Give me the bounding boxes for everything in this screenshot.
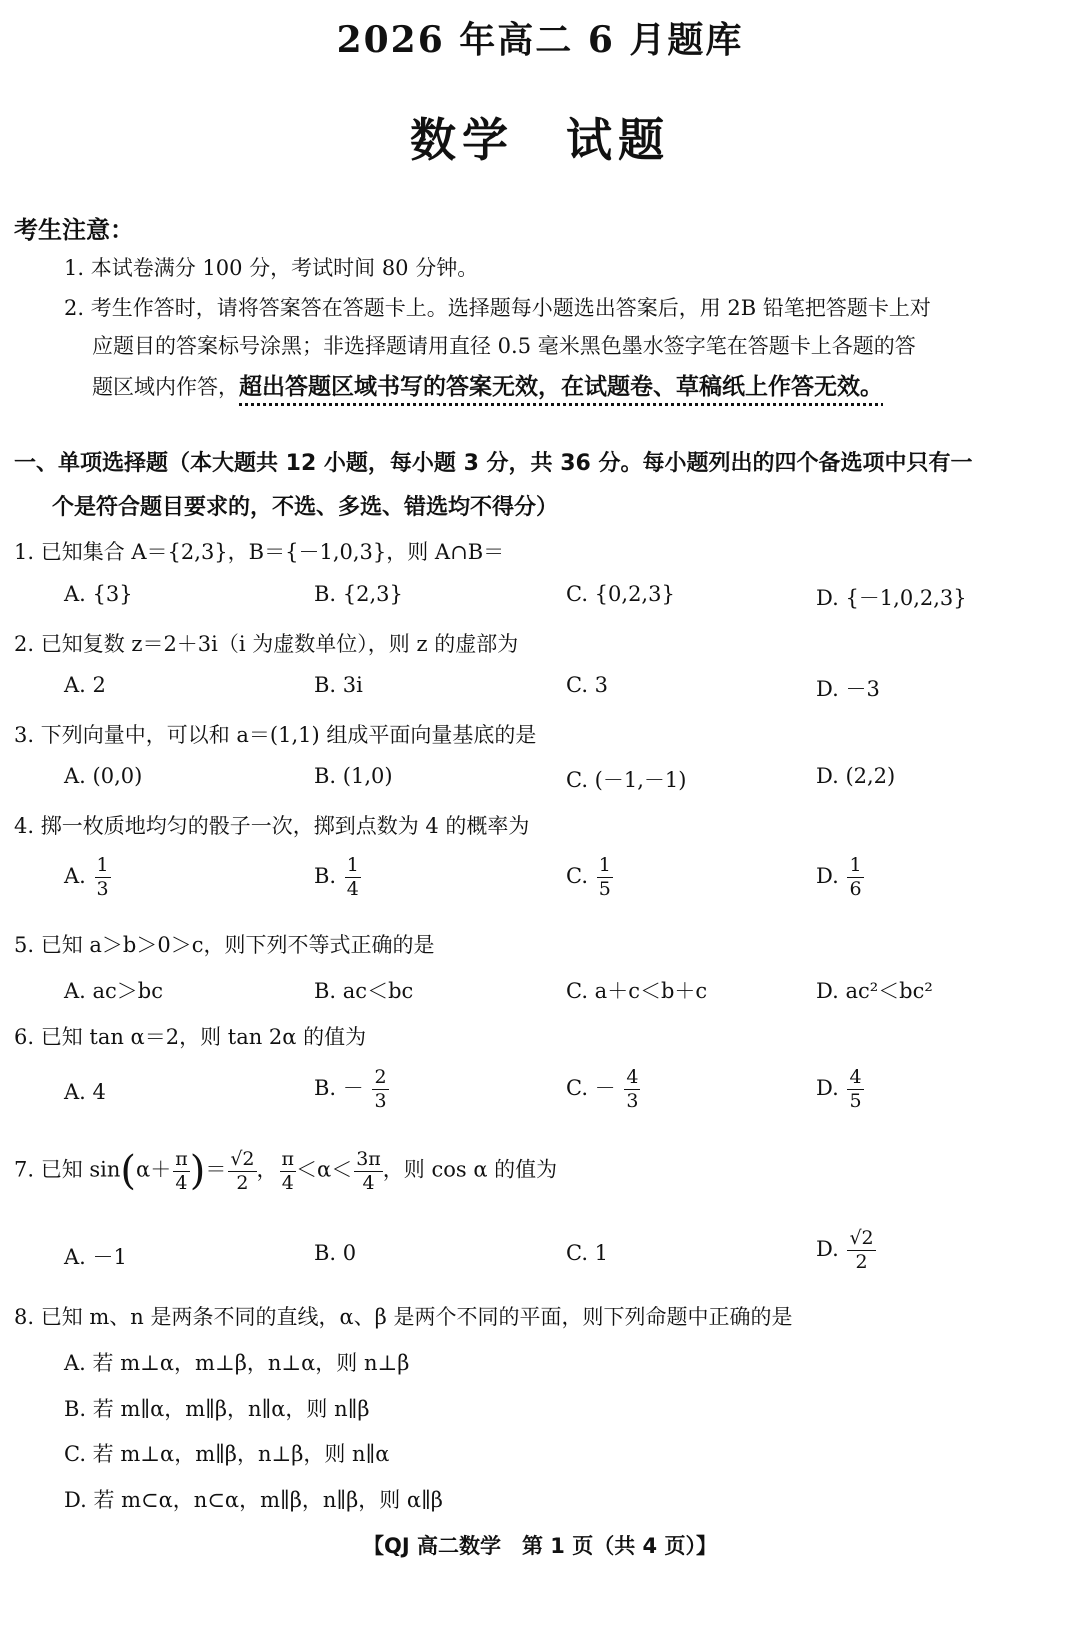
stem-suffix: ，则 cos α 的值为 [382,1157,558,1182]
question-4-option-d [816,856,864,899]
numerator: π [281,1147,295,1170]
numerator: 3π [356,1147,381,1170]
stem-comma: ， [256,1157,278,1182]
option-label: D. [816,864,839,888]
numerator: √2 [230,1147,255,1170]
question-8-option-c: C. 若 m⊥α，m∥β，n⊥β，则 n∥α [64,1442,390,1466]
denominator: 3 [96,878,109,900]
option-label: A. [64,864,86,888]
fraction-pi-over-4 [173,1147,190,1194]
fraction [847,856,863,899]
stem-prefix: 7. 已知 sin [14,1157,121,1182]
denominator: 4 [281,1171,294,1194]
notice-item-2-line-1: 2. 考生作答时，请将答案答在答题卡上。选择题每小题选出答案后，用 2B 铅笔把答题卡上对 [64,296,931,320]
question-4-option-a [64,856,111,899]
question-6-stem: 6. 已知 tan α＝2，则 tan 2α 的值为 [14,1025,367,1049]
question-2-option-b: B. 3i [314,673,363,697]
question-1-option-d: D. {－1,0,2,3} [816,586,967,610]
notice-item-2-line-3 [92,368,883,401]
denominator: 4 [362,1171,375,1194]
question-5-option-b: B. ac＜bc [314,979,414,1003]
denominator: 2 [236,1171,249,1194]
option-label: C. [566,864,588,888]
question-8-stem: 8. 已知 m、n 是两条不同的直线，α、β 是两个不同的平面，则下列命题中正确的是 [14,1305,793,1329]
numerator: 1 [598,854,611,876]
numerator: π [175,1147,188,1170]
option-label: D. [816,1237,839,1261]
question-3-stem: 3. 下列向量中，可以和 a＝(1,1) 组成平面向量基底的是 [14,723,537,747]
denominator: 4 [175,1171,188,1194]
denominator: 3 [374,1090,387,1112]
notice-heading: 考生注意： [14,216,134,244]
question-7-option-a [64,1241,127,1271]
question-7-option-d [816,1229,876,1272]
stem-inequality: ＜α＜ [296,1157,353,1182]
fraction [345,856,361,899]
question-5-option-c: C. a＋c＜b＋c [566,979,708,1003]
question-7-option-b [314,1241,356,1265]
question-2-stem: 2. 已知复数 z＝2＋3i（i 为虚数单位），则 z 的虚部为 [14,632,519,656]
question-7-stem [14,1148,557,1194]
fraction [847,1068,863,1111]
question-3-option-a: A. (0,0) [64,764,143,788]
right-paren: ) [189,1148,206,1194]
question-1-option-b: B. {2,3} [314,582,403,606]
question-7-option-c [566,1241,608,1265]
fraction [372,1068,388,1111]
stem-equals: ＝ [205,1157,227,1182]
subject-title: 数学 试题 [410,113,670,167]
denominator: 5 [598,878,611,900]
question-4-option-b [314,856,361,899]
numerator: 2 [374,1066,387,1088]
denominator: 2 [855,1251,868,1273]
option-label: C. － [566,1076,616,1100]
option-label: B. － [314,1076,364,1100]
question-2-option-d: D. －3 [816,677,880,701]
question-3-option-b: B. (1,0) [314,764,393,788]
numerator: 4 [626,1066,639,1088]
question-6-option-c [566,1068,640,1111]
question-1-stem: 1. 已知集合 A＝{2,3}，B＝{－1,0,3}，则 A∩B＝ [14,540,505,564]
section-heading-line-2: 个是符合题目要求的，不选、多选、错选均不得分） [52,495,559,520]
numerator: 1 [346,854,359,876]
option-label: D. [816,1076,839,1100]
numerator: 1 [96,854,109,876]
question-1-option-c: C. {0,2,3} [566,582,675,606]
option-label: A. －1 [64,1245,127,1269]
option-label: B. [314,864,337,888]
notice-plain-text: 题区域内作答， [92,375,239,399]
fraction [847,1229,875,1272]
notice-item-1: 1. 本试卷满分 100 分，考试时间 80 分钟。 [64,256,479,280]
question-4-stem: 4. 掷一枚质地均匀的骰子一次，掷到点数为 4 的概率为 [14,814,530,838]
numerator: √2 [849,1227,874,1249]
option-label: C. 1 [566,1241,609,1265]
fraction-3pi-over-4 [354,1147,383,1194]
question-6-option-d [816,1068,864,1111]
question-8-option-d: D. 若 m⊂α，n⊂α，m∥β，n∥β，则 α∥β [64,1488,443,1512]
exam-title: 2026 年高二 6 月题库 [336,19,744,61]
section-heading-line-1: 一、单项选择题（本大题共 12 小题，每小题 3 分，共 36 分。每小题列出的四个备选项中只有一 [14,451,973,476]
fraction-pi-over-4 [280,1147,297,1194]
stem-alpha: α＋ [136,1157,172,1182]
question-3-option-d: D. (2,2) [816,764,896,788]
question-1-option-a: A. {3} [64,582,133,606]
fraction [95,856,111,899]
question-8-option-a: A. 若 m⊥α，m⊥β，n⊥α，则 n⊥β [64,1351,410,1375]
fraction-sqrt2-over-2 [228,1147,256,1194]
notice-item-2-line-2: 应题目的答案标号涂黑；非选择题请用直径 0.5 毫米黑色墨水签字笔在答题卡上各题的答 [92,334,916,358]
numerator: 1 [849,854,862,876]
question-3-option-c: C. (－1,－1) [566,768,687,792]
notice-emphasis-text: 超出答题区域书写的答案无效，在试题卷、草稿纸上作答无效。 [239,374,883,400]
question-6-option-b [314,1068,389,1111]
question-8-option-b: B. 若 m∥α，m∥β，n∥α，则 n∥β [64,1397,370,1421]
question-2-option-c: C. 3 [566,673,609,697]
denominator: 6 [849,878,862,900]
question-4-option-c [566,856,613,899]
denominator: 3 [626,1090,639,1112]
question-5-option-a: A. ac＞bc [64,979,164,1003]
numerator: 4 [849,1066,862,1088]
question-5-stem: 5. 已知 a＞b＞0＞c，则下列不等式正确的是 [14,933,435,957]
fraction [624,1068,640,1111]
fraction [597,856,613,899]
denominator: 5 [849,1090,862,1112]
option-label: B. 0 [314,1241,357,1265]
left-paren: ( [120,1148,137,1194]
question-5-option-d: D. ac²＜bc² [816,979,933,1003]
question-6-option-a [64,1080,106,1104]
option-label: A. 4 [64,1080,106,1104]
page-footer: 【QJ 高二数学 第 1 页（共 4 页）】 [363,1534,717,1558]
question-2-option-a: A. 2 [64,673,106,697]
denominator: 4 [346,878,359,900]
